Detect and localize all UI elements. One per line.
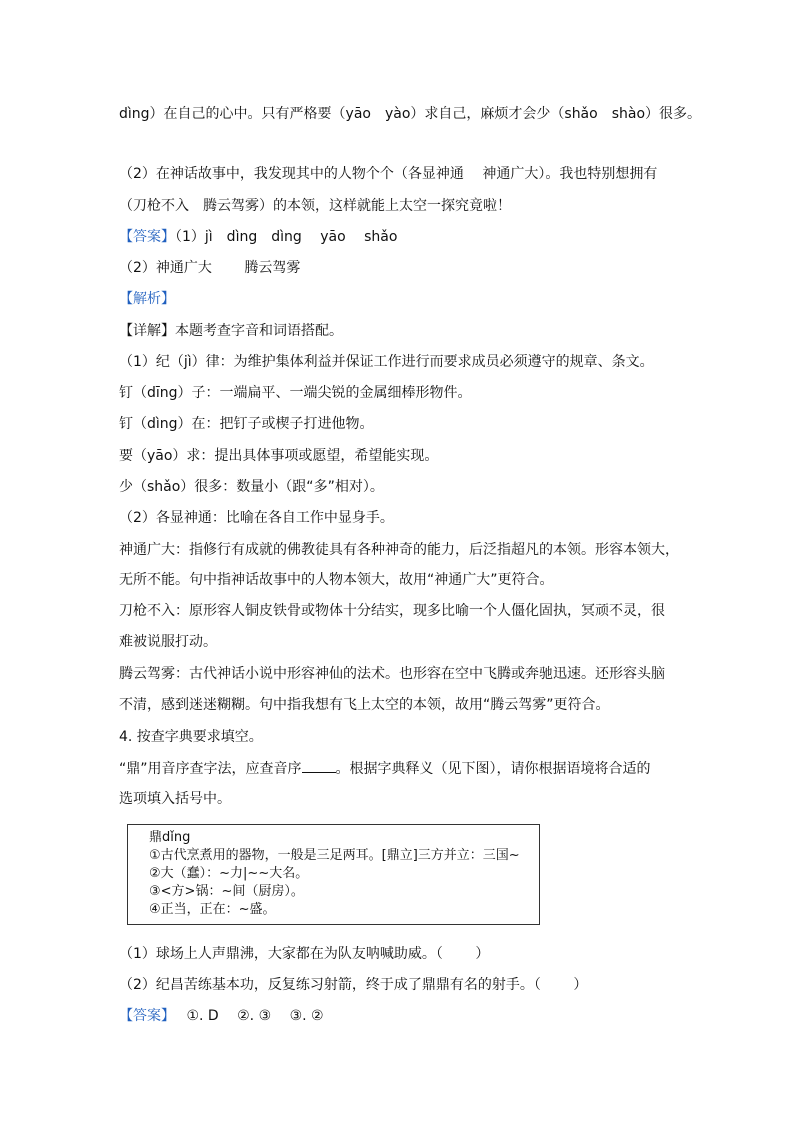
question-line: （1）球场上人声鼎沸，大家都在为队友呐喊助威。（ ） xyxy=(119,946,490,962)
text-line: 选项填入括号中。 xyxy=(119,791,231,807)
text-line: 不清，感到迷迷糊糊。句中指我想有飞上太空的本领，故用“腾云驾雾”更符合。 xyxy=(119,697,610,713)
question-text: 。根据字典释义（见下图），请你根据语境将合适的 xyxy=(335,761,651,777)
dictionary-definition: ②大（蠢）：~力|~~大名。 xyxy=(149,866,309,881)
text-line: （刀枪不入 腾云驾雾）的本领，这样就能上太空一探究竟啦！ xyxy=(119,198,511,214)
analysis-tag: 【解析】 xyxy=(119,291,175,307)
question-heading: 4. 按查字典要求填空。 xyxy=(119,729,263,745)
text-line: 钉（dīng）子：一端扁平、一端尖锐的金属细棒形物件。 xyxy=(119,385,472,401)
text-line: （2）神通广大 腾云驾雾 xyxy=(119,260,301,276)
text-line: 无所不能。句中指神话故事中的人物本领大，故用“神通广大”更符合。 xyxy=(119,572,554,588)
text-line: 刀枪不入：原形容人铜皮铁骨或物体十分结实，现多比喻一个人僵化固执，冥顽不灵，很 xyxy=(119,603,665,619)
question-line: （2）纪昌苦练基本功，反复练习射箭，终于成了鼎鼎有名的射手。（ ） xyxy=(119,977,588,993)
text-line: 难被说服打动。 xyxy=(119,634,217,650)
dictionary-entry-box xyxy=(127,824,540,925)
dictionary-definition: ③<方>锅：~间（厨房）。 xyxy=(149,884,304,899)
answer-line xyxy=(119,1006,324,1026)
answer-text: （1）jì dìng dìng yāo shǎo xyxy=(175,229,398,245)
text-line: 要（yāo）求：提出具体事项或愿望，希望能实现。 xyxy=(119,448,439,464)
fill-blank[interactable] xyxy=(302,758,336,773)
answer-text: ①. D ②. ③ ③. ② xyxy=(168,1008,324,1024)
dictionary-headword: 鼎dǐng xyxy=(149,830,191,845)
answer-tag: 【答案】 xyxy=(119,1008,168,1024)
text-line: （1）纪（jì）律：为维护集体利益并保证工作进行而要求成员必须遵守的规章、条文。 xyxy=(119,354,654,370)
question-line xyxy=(119,758,651,779)
text-line: 少（shǎo）很多：数量小（跟“多”相对）。 xyxy=(119,479,384,495)
text-line: （2）在神话故事中，我发现其中的人物个个（各显神通 神通广大）。我也特别想拥有 xyxy=(119,166,658,182)
question-text: “鼎”用音序查字法，应查音序 xyxy=(119,761,302,777)
answer-line xyxy=(119,227,397,247)
answer-tag: 【答案】 xyxy=(119,229,175,245)
text-line: 【详解】本题考查字音和词语搭配。 xyxy=(119,323,343,339)
text-line: 腾云驾雾：古代神话小说中形容神仙的法术。也形容在空中飞腾或奔驰迅速。还形容头脑 xyxy=(119,666,665,682)
text-line: （2）各显神通：比喻在各自工作中显身手。 xyxy=(119,510,394,526)
text-line: 神通广大：指修行有成就的佛教徒具有各种神奇的能力，后泛指超凡的本领。形容本领大， xyxy=(119,542,679,558)
text-line: 钉（dìng）在：把钉子或楔子打进他物。 xyxy=(119,416,374,432)
dictionary-definition: ④正当，正在：~盛。 xyxy=(149,902,276,917)
dictionary-definition: ①古代烹煮用的器物，一般是三足两耳。[鼎立]三方并立：三国~ xyxy=(149,848,520,863)
text-line: dìng）在自己的心中。只有严格要（yāo yào）求自己，麻烦才会少（shǎo shào）很多。 xyxy=(119,106,702,122)
